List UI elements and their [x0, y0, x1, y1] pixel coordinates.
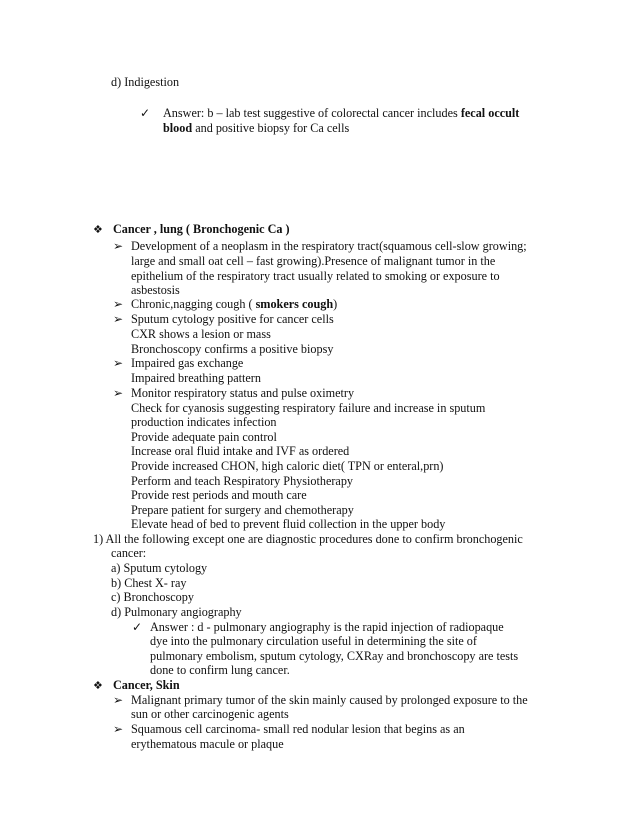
lung-b5-line: Perform and teach Respiratory Physiotherapy	[131, 474, 354, 488]
answer-line-1	[163, 106, 519, 121]
lung-b3-line: Bronchoscopy confirms a positive biopsy	[131, 342, 334, 356]
arrow-bullet-icon: ➢	[113, 297, 124, 311]
lung-b1-line: epithelium of the respiratory tract usually related to smoking or exposure to	[131, 269, 500, 283]
question-stem: 1) All the following except one are diagnostic procedures done to confirm bronchogenic	[93, 532, 523, 546]
answer-line-2	[163, 121, 349, 136]
answer-text: Answer: b – lab test suggestive of colorectal cancer includes	[163, 106, 461, 120]
lung-b5-line: Provide increased CHON, high caloric diet( TPN or enteral,prn)	[131, 459, 444, 473]
diamond-bullet-icon: ❖	[93, 223, 103, 236]
checkmark-icon: ✓	[132, 620, 143, 634]
arrow-bullet-icon: ➢	[113, 356, 124, 370]
option-d: d) Indigestion	[111, 75, 180, 89]
lung-b5-line: Increase oral fluid intake and IVF as ordered	[131, 444, 350, 458]
arrow-bullet-icon: ➢	[113, 693, 124, 707]
arrow-bullet-icon: ➢	[113, 722, 124, 736]
skin-b1-line: sun or other carcinogenic agents	[131, 707, 289, 721]
skin-b2-line: erythematous macule or plaque	[131, 737, 284, 751]
lung-b5-line: Check for cyanosis suggesting respiratory failure and increase in sputum	[131, 401, 486, 415]
diamond-bullet-icon: ❖	[93, 679, 103, 692]
lung-b5-line: Prepare patient for surgery and chemotherapy	[131, 503, 354, 517]
q1-answer-line: pulmonary embolism, sputum cytology, CXRay and bronchoscopy are tests	[150, 649, 519, 663]
q1-answer-line: done to confirm lung cancer.	[150, 663, 290, 677]
lung-b5-line: Elevate head of bed to prevent fluid collection in the upper body	[131, 517, 446, 531]
checkmark-icon: ✓	[140, 106, 151, 120]
answer-bold: blood	[163, 121, 193, 135]
question-option: c) Bronchoscopy	[111, 590, 194, 604]
question-option: b) Chest X- ray	[111, 576, 187, 590]
lung-b1-line: large and small oat cell – fast growing).Presence of malignant tumor in the	[131, 254, 496, 268]
lung-b3-line: CXR shows a lesion or mass	[131, 327, 271, 341]
lung-b3-line: Sputum cytology positive for cancer cells	[131, 312, 334, 326]
question-option: a) Sputum cytology	[111, 561, 208, 575]
arrow-bullet-icon: ➢	[113, 312, 124, 326]
arrow-bullet-icon: ➢	[113, 386, 124, 400]
lung-b5-line: Monitor respiratory status and pulse oximetry	[131, 386, 355, 400]
lung-b5-line: Provide rest periods and mouth care	[131, 488, 307, 502]
q1-answer-line: Answer : d - pulmonary angiography is the rapid injection of radiopaque	[150, 620, 504, 634]
lung-b5-line: Provide adequate pain control	[131, 430, 277, 444]
lung-b1-line: Development of a neoplasm in the respiratory tract(squamous cell-slow growing;	[131, 239, 527, 253]
skin-b2-line: Squamous cell carcinoma- small red nodular lesion that begins as an	[131, 722, 465, 736]
lung-b2-bold: smokers cough	[255, 297, 334, 311]
q1-answer-line: dye into the pulmonary circulation useful in determining the site of	[150, 634, 477, 648]
lung-heading: Cancer , lung ( Bronchogenic Ca )	[113, 222, 290, 236]
lung-b2-text: Chronic,nagging cough (	[131, 297, 256, 311]
lung-b4-line: Impaired gas exchange	[131, 356, 244, 370]
answer-bold: fecal occult	[460, 106, 520, 120]
skin-heading: Cancer, Skin	[113, 678, 180, 692]
question-option: d) Pulmonary angiography	[111, 605, 242, 619]
lung-b4-line: Impaired breathing pattern	[131, 371, 261, 385]
question-stem: cancer:	[111, 546, 147, 560]
lung-b2-end: )	[333, 297, 338, 311]
skin-b1-line: Malignant primary tumor of the skin mainly caused by prolonged exposure to the	[131, 693, 528, 707]
arrow-bullet-icon: ➢	[113, 239, 124, 253]
answer-text: and positive biopsy for Ca cells	[192, 121, 350, 135]
lung-b2-line	[131, 297, 337, 312]
lung-b1-line: asbestosis	[131, 283, 180, 297]
lung-b5-line: production indicates infection	[131, 415, 277, 429]
